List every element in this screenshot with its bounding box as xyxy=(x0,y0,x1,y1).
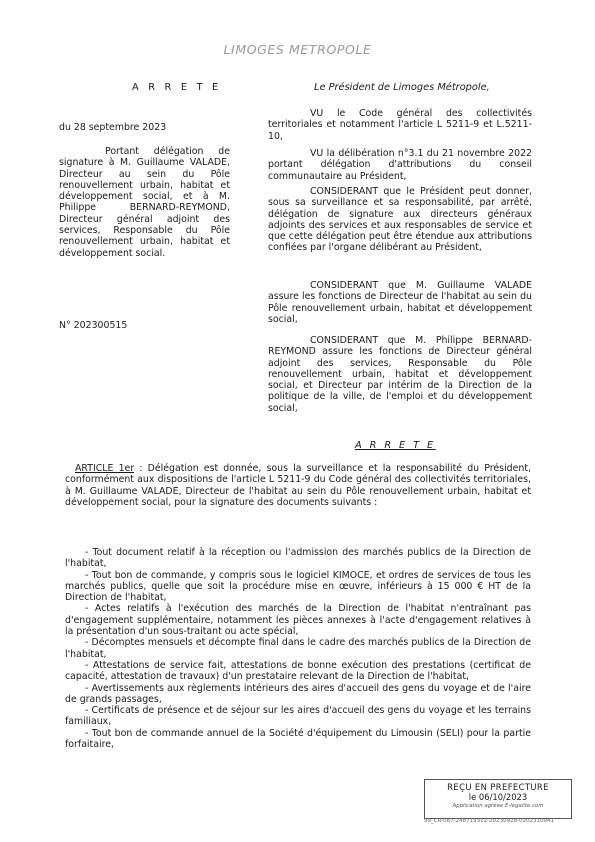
stamp-received-label: REÇU EN PREFECTURE xyxy=(447,782,549,792)
stamp-date: le 06/10/2023 xyxy=(468,792,528,802)
stamp-application: Application agréée E-legalite.com xyxy=(452,803,544,809)
list-item: - Tout document relatif à la réception ou l'admission des marchés publics de la Direction de l'habitat, xyxy=(65,547,531,570)
considerant-3: CONSIDERANT que M. Philippe BERNARD-REYMOND assure les fonctions de Directeur général adjoint des services, Responsable du Pôle renouvellement urbain, habitat et développement social, et Directeur par intérim de la Direction de la politique de la ville, de l'emploi et du développement social, xyxy=(268,335,532,414)
list-item: - Avertissements aux règlements intérieurs des aires d'accueil des gens du voyage et de l'aire de grands passages, xyxy=(65,682,531,705)
decree-object: Portant délégation de signature à M. Guillaume VALADE, Directeur au sein du Pôle renouvellement urbain, habitat et développement social, et à M. Philippe BERNARD-REYMOND, Directeur général adjoint des services, Responsable du Pôle renouvellement urbain, habitat et développement social. xyxy=(59,146,230,259)
list-item: - Actes relatifs à l'exécution des marchés de la Direction de l'habitat n'entraînant pas d'engagement supplémentaire, notamment les pièces annexes à l'acte d'engagement relatives à la présentation d'un sous-traitant ou acte spécial, xyxy=(65,603,531,638)
considerant-1: CONSIDERANT que le Président peut donner, sous sa surveillance et sa responsabilité, par arrêté, délégation de signature aux directeurs généraux adjoints des services et aux responsables de service et que cette délégation peut être étendue aux attributions confiées par l'organe délibérant au Président, xyxy=(268,186,532,254)
decree-number: N° 202300515 xyxy=(59,320,128,331)
arrete-heading-center: A R R E T E xyxy=(355,440,436,451)
list-item: - Attestations de service fait, attestations de bonne exécution des prestations (certificat de capacité, attestation de travaux) d'un prestataire relevant de la Direction de l'habitat, xyxy=(65,659,531,683)
list-item: - Tout bon de commande annuel de la Société d'équipement du Limousin (SELI) pour la partie forfaitaire, xyxy=(65,727,531,751)
delegation-list xyxy=(65,547,531,750)
president-heading: Le Président de Limoges Métropole, xyxy=(314,82,490,93)
organization-header: LIMOGES METROPOLE xyxy=(223,42,372,57)
considerant-2: CONSIDERANT que M. Guillaume VALADE assure les fonctions de Directeur de l'habitat au sein du Pôle renouvellement urbain, habitat et développement social, xyxy=(268,280,532,325)
stamp-identifier: 99_CR-087-248719312-20230928-0202310941 xyxy=(424,818,555,824)
decree-date: du 28 septembre 2023 xyxy=(59,122,167,133)
prefecture-stamp xyxy=(424,779,572,819)
article-1-label: ARTICLE 1er xyxy=(75,463,135,474)
visa-1: VU le Code général des collectivités territoriales et notamment l'article L 5211-9 et L.5211-10, xyxy=(268,108,532,142)
visa-2: VU la délibération n°3.1 du 21 novembre 2022 portant délégation d'attributions du conseil communautaire au Président, xyxy=(268,148,532,182)
arrete-heading-left: A R R E T E xyxy=(132,82,222,93)
article-1-text: : Délégation est donnée, sous la surveillance et la responsabilité du Président, conformément aux dispositions de l'article L 5211-9 du Code général des collectivités territoriales, à M. Guillaume VALADE, Directeur de l'habitat au sein du Pôle renouvellement urbain, habitat et développement social, pour la signature des documents suivants : xyxy=(65,463,531,508)
article-1 xyxy=(65,463,531,508)
list-item: - Décomptes mensuels et décompte final dans le cadre des marchés publics de la Direction de l'habitat, xyxy=(65,637,531,660)
list-item: - Tout bon de commande, y compris sous le logiciel KIMOCE, et ordres de services de tous les marchés publics, quelle que soit la procédure mise en œuvre, inférieurs à 15 000 € HT de la Direction de l'habitat, xyxy=(65,569,531,604)
list-item: - Certificats de présence et de séjour sur les aires d'accueil des gens du voyage et les terrains familiaux, xyxy=(65,705,531,728)
